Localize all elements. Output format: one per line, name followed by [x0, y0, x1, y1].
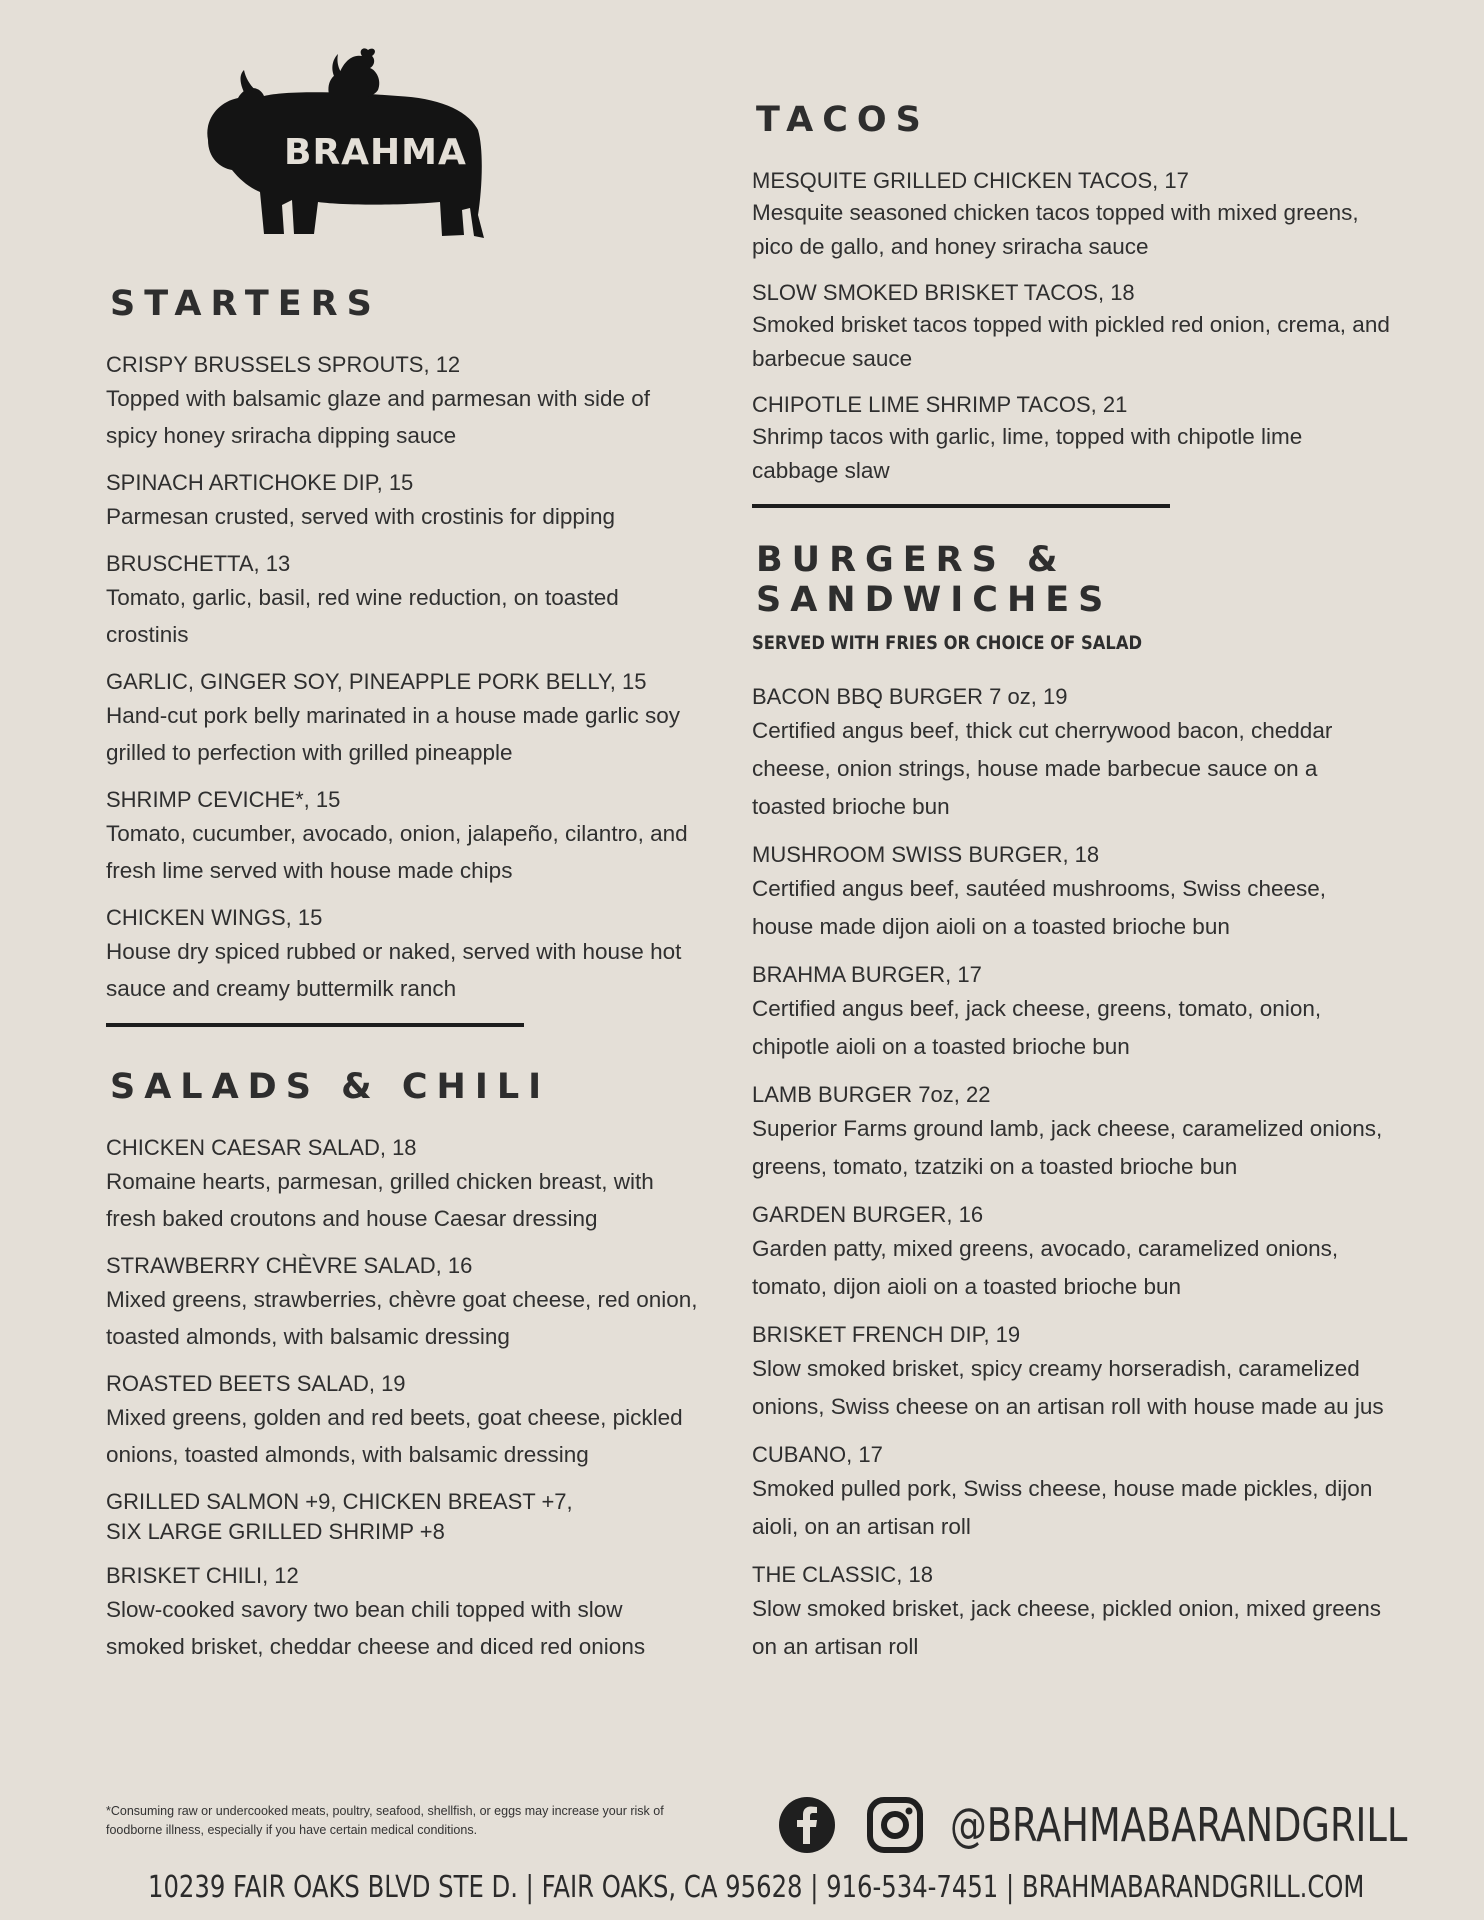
item-description: Parmesan crusted, served with crostinis for dipping: [106, 504, 615, 529]
menu-item: [106, 903, 706, 1007]
menu-item: [752, 682, 1392, 826]
item-description: Certified angus beef, thick cut cherrywood bacon, cheddar cheese, onion strings, house made barbecue sauce on a toasted brioche bun: [752, 718, 1333, 819]
item-description: Superior Farms ground lamb, jack cheese, caramelized onions, greens, tomato, tzatziki on a toasted brioche bun: [752, 1116, 1383, 1179]
menu-item: [752, 1320, 1392, 1426]
menu-item: [752, 1440, 1392, 1546]
item-description: Garden patty, mixed greens, avocado, caramelized onions, tomato, dijon aioli on a toasted brioche bun: [752, 1236, 1339, 1299]
item-description: Certified angus beef, sautéed mushrooms, Swiss cheese, house made dijon aioli on a toasted brioche bun: [752, 876, 1327, 939]
item-description: Certified angus beef, jack cheese, greens, tomato, onion, chipotle aioli on a toasted brioche bun: [752, 996, 1322, 1059]
tacos-list: [752, 166, 1392, 488]
social-handle: @BRAHMABARANDGRILL: [950, 1798, 1408, 1852]
item-name: CUBANO, 17: [752, 1442, 883, 1467]
menu-item: [106, 468, 706, 535]
item-description: Smoked pulled pork, Swiss cheese, house made pickles, dijon aioli, on an artisan roll: [752, 1476, 1373, 1539]
section-title-salads: SALADS & CHILI: [110, 1067, 551, 1107]
item-name: SHRIMP CEVICHE*, 15: [106, 787, 341, 812]
left-column: [106, 40, 706, 1679]
starters-list: [106, 350, 706, 1007]
item-description: Slow smoked brisket, jack cheese, pickled onion, mixed greens on an artisan roll: [752, 1596, 1382, 1659]
menu-item: [106, 1369, 706, 1473]
menu-item: [752, 390, 1392, 488]
item-description: Shrimp tacos with garlic, lime, topped with chipotle lime cabbage slaw: [752, 424, 1303, 483]
item-description: Tomato, garlic, basil, red wine reduction, on toasted crostinis: [106, 585, 619, 647]
item-name: STRAWBERRY CHÈVRE SALAD, 16: [106, 1253, 473, 1278]
item-name-continued: SIX LARGE GRILLED SHRIMP +8: [106, 1519, 445, 1544]
item-description: Topped with balsamic glaze and parmesan with side of spicy honey sriracha dipping sauce: [106, 386, 651, 448]
item-name: BRISKET CHILI, 12: [106, 1563, 299, 1588]
item-description: House dry spiced rubbed or naked, served with house hot sauce and creamy buttermilk ranch: [106, 939, 682, 1001]
salads-list: [106, 1133, 706, 1665]
section-divider: [752, 504, 1170, 508]
right-column: [752, 100, 1392, 1680]
item-name: CRISPY BRUSSELS SPROUTS, 12: [106, 352, 461, 377]
section-title-starters: STARTERS: [110, 284, 381, 324]
instagram-icon[interactable]: [866, 1796, 924, 1854]
burgers-list: [752, 682, 1392, 1666]
item-description: Mesquite seasoned chicken tacos topped with mixed greens, pico de gallo, and honey sriracha sauce: [752, 200, 1359, 259]
menu-item: [752, 960, 1392, 1066]
item-name: CHICKEN CAESAR SALAD, 18: [106, 1135, 417, 1160]
section-title-tacos: TACOS: [756, 100, 930, 140]
item-description: Smoked brisket tacos topped with pickled red onion, crema, and barbecue sauce: [752, 312, 1390, 371]
facebook-icon[interactable]: [778, 1796, 836, 1854]
address-bar: 10239 FAIR OAKS BLVD STE D. | FAIR OAKS, CA 95628 | 916-534-7451 | BRAHMABARANDGRILL.COM: [148, 1870, 1365, 1905]
menu-item: [106, 549, 706, 653]
item-name: BRUSCHETTA, 13: [106, 551, 291, 576]
raw-food-disclaimer: *Consuming raw or undercooked meats, poultry, seafood, shellfish, or eggs may increase your risk of foodborne illness, especially if you have certain medical conditions.: [106, 1804, 664, 1837]
section-title-burgers: BURGERS & SANDWICHES: [756, 540, 1113, 620]
item-description: Hand-cut pork belly marinated in a house made garlic soy grilled to perfection with grilled pineapple: [106, 703, 681, 765]
item-name: CHICKEN WINGS, 15: [106, 905, 323, 930]
item-name: GARDEN BURGER, 16: [752, 1202, 984, 1227]
item-name: THE CLASSIC, 18: [752, 1562, 933, 1587]
item-description: Slow smoked brisket, spicy creamy horseradish, caramelized onions, Swiss cheese on an artisan roll with house made au jus: [752, 1356, 1384, 1419]
item-name: GARLIC, GINGER SOY, PINEAPPLE PORK BELLY, 15: [106, 669, 647, 694]
section-divider: [106, 1023, 524, 1027]
item-name: BACON BBQ BURGER 7 oz, 19: [752, 684, 1068, 709]
item-name: ROASTED BEETS SALAD, 19: [106, 1371, 406, 1396]
logo-text: BRAHMA: [284, 132, 467, 173]
section-subtitle: SERVED WITH FRIES OR CHOICE OF SALAD: [752, 632, 1143, 654]
item-description: Tomato, cucumber, avocado, onion, jalapeño, cilantro, and fresh lime served with house made chips: [106, 821, 688, 883]
menu-item: [752, 840, 1392, 946]
item-description: Slow-cooked savory two bean chili topped with slow smoked brisket, cheddar cheese and diced red onions: [106, 1597, 646, 1659]
item-name: SPINACH ARTICHOKE DIP, 15: [106, 470, 414, 495]
item-name: SLOW SMOKED BRISKET TACOS, 18: [752, 280, 1135, 305]
item-name: BRISKET FRENCH DIP, 19: [752, 1322, 1021, 1347]
item-name: GRILLED SALMON +9, CHICKEN BREAST +7,: [106, 1489, 573, 1514]
menu-item: [752, 1080, 1392, 1186]
menu-item: [752, 166, 1392, 264]
social-bar: [778, 1796, 1484, 1854]
menu-item: [106, 1133, 706, 1237]
menu-item-addons: [106, 1487, 706, 1547]
item-name: CHIPOTLE LIME SHRIMP TACOS, 21: [752, 392, 1128, 417]
item-name: BRAHMA BURGER, 17: [752, 962, 982, 987]
menu-item: [752, 1560, 1392, 1666]
item-name: LAMB BURGER 7oz, 22: [752, 1082, 991, 1107]
item-description: Mixed greens, golden and red beets, goat cheese, pickled onions, toasted almonds, with balsamic dressing: [106, 1405, 683, 1467]
menu-item: [106, 1251, 706, 1355]
menu-item: [752, 1200, 1392, 1306]
menu-item: [106, 1561, 706, 1665]
item-name: MUSHROOM SWISS BURGER, 18: [752, 842, 1100, 867]
menu-item: [752, 278, 1392, 376]
brahma-logo: [198, 40, 498, 240]
item-description: Mixed greens, strawberries, chèvre goat cheese, red onion, toasted almonds, with balsamic dressing: [106, 1287, 698, 1349]
menu-item: [106, 350, 706, 454]
menu-item: [106, 785, 706, 889]
menu-item: [106, 667, 706, 771]
item-name: MESQUITE GRILLED CHICKEN TACOS, 17: [752, 168, 1189, 193]
item-description: Romaine hearts, parmesan, grilled chicken breast, with fresh baked croutons and house Caesar dressing: [106, 1169, 654, 1231]
